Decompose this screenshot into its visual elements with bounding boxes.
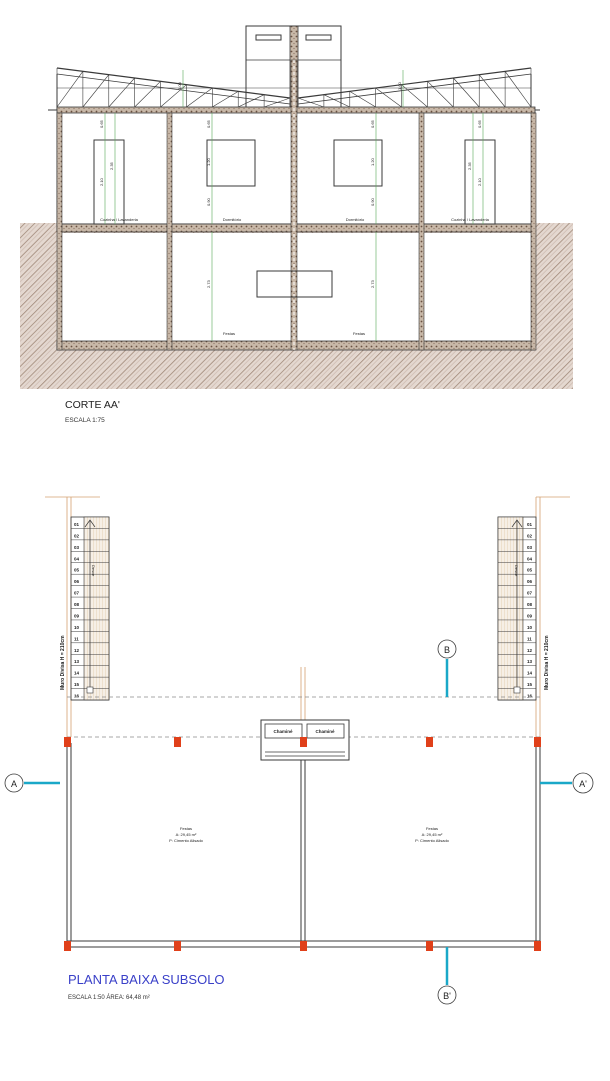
- plan-room-2-name: Festas: [425, 826, 439, 831]
- stair-left-step-number: 01: [74, 521, 80, 527]
- plan-subsolo: [5, 497, 593, 1004]
- stair-left-step-number: 14: [74, 670, 80, 676]
- stair-right-step-number: 03: [527, 544, 533, 550]
- stair-right-step-number: 06: [527, 579, 533, 585]
- dim-top-left-b: 0.65: [206, 120, 211, 128]
- plan-room-1-area: A: 29,45 m²: [175, 832, 197, 837]
- section-corte-aa: [20, 26, 573, 424]
- wall-note-right: Muro Divisa H = 210cm: [544, 635, 550, 690]
- truss-member: [135, 81, 161, 107]
- stair-left-step-number: 05: [74, 567, 80, 573]
- section-title: CORTE AA': [65, 399, 120, 411]
- dim-roof-left: 1.00: [177, 82, 182, 90]
- plan-room-1-name: Festas: [179, 826, 193, 831]
- marker-a-prime-label: A': [579, 779, 587, 789]
- stair-right-step-number: 09: [527, 613, 533, 619]
- truss-member: [479, 75, 505, 107]
- stair-right-step-number: 14: [527, 670, 533, 676]
- stair-right-step-number: 01: [527, 521, 533, 527]
- stair-right-step-number: 15: [527, 682, 533, 688]
- stair-left-step-number: 06: [74, 579, 80, 585]
- truss-member: [427, 81, 453, 107]
- dim-lower-left: 2.73: [206, 280, 211, 288]
- stair-left-step-number: 16: [74, 693, 80, 699]
- dim-lower-right: 2.73: [370, 280, 375, 288]
- stair-right-step-number: 05: [527, 567, 533, 573]
- stair-right-step-number: 08: [527, 602, 533, 607]
- marker-b-prime-label: B': [443, 991, 451, 1001]
- stair-right-step-number: 12: [527, 647, 533, 653]
- marker-a-prime: [573, 773, 593, 793]
- dim-top-right-a: 0.65: [370, 120, 375, 128]
- stair-right-step-number: 16: [527, 693, 533, 699]
- dim-window-right-a: 1.20: [370, 158, 375, 166]
- stair-left-step-number: 09: [74, 613, 80, 619]
- plan-room-2-area: A: 29,45 m²: [421, 832, 443, 837]
- dim-top-right-b: 0.65: [477, 120, 482, 128]
- dim-top-left-a: 0.65: [99, 120, 104, 128]
- wall-note-left: Muro Divisa H = 210cm: [60, 635, 66, 690]
- stair-right: [498, 517, 536, 700]
- plan-room-2-floor: P: Cimento Alisado: [415, 838, 449, 843]
- stair-left-step-number: 02: [74, 533, 80, 539]
- section-room-label-4: Cozinha / Lavanderia: [451, 217, 489, 222]
- stair-right-label: Desce: [514, 565, 519, 577]
- stair-left-step-number: 10: [74, 624, 80, 630]
- marker-b: [438, 640, 456, 658]
- stair-left-step-number: 13: [74, 659, 80, 665]
- dim-door-right-b: 2.10: [477, 178, 482, 186]
- chimney-label-1: Chaminé: [273, 729, 293, 734]
- stair-left-label: Desce: [91, 565, 96, 577]
- marker-a-label: A: [10, 779, 18, 789]
- stair-left-step-number: 15: [74, 682, 80, 688]
- truss-member: [505, 71, 531, 107]
- stair-right-step-number: 13: [527, 659, 533, 665]
- truss-member: [57, 71, 83, 107]
- stair-left-step-number: 04: [74, 556, 80, 562]
- marker-a: [5, 774, 23, 792]
- stair-left: [71, 517, 109, 700]
- truss-member: [83, 75, 109, 107]
- stair-right-step-number: 02: [527, 533, 533, 539]
- truss-member: [350, 91, 376, 107]
- dim-window-left-b: 0.90: [206, 198, 211, 206]
- plan-room-1-floor: P: Cimento Alisado: [169, 838, 203, 843]
- dim-window-right-b: 0.90: [370, 198, 375, 206]
- dim-door-left-a: 2.10: [99, 178, 104, 186]
- section-room-label-3: Dormitório: [345, 217, 365, 222]
- dim-window-left-a: 1.20: [206, 158, 211, 166]
- stair-right-step-number: 04: [527, 556, 533, 562]
- stair-left-step-number: 07: [74, 590, 80, 596]
- section-scale: ESCALA 1:75: [65, 417, 105, 424]
- stair-left-step-number: 12: [74, 647, 80, 653]
- section-lower-label-1: Festas: [222, 331, 236, 336]
- stair-right-step-number: 11: [527, 636, 532, 642]
- plan-columns: [64, 737, 541, 951]
- stair-right-step-number: 10: [527, 624, 533, 630]
- section-room-label-2: Dormitório: [222, 217, 242, 222]
- marker-b-label: B: [443, 645, 451, 655]
- marker-b-prime: [438, 986, 456, 1004]
- stair-left-step-number: 11: [74, 636, 79, 642]
- dim-door-right-a: 2.35: [467, 162, 472, 170]
- chimney-label-2: Chaminé: [315, 729, 335, 734]
- stair-left-step-number: 03: [74, 544, 80, 550]
- plan-title: PLANTA BAIXA SUBSOLO: [68, 972, 225, 987]
- section-lower-label-2: Festas: [352, 331, 366, 336]
- dim-door-left-b: 2.35: [109, 162, 114, 170]
- stair-right-step-number: 07: [527, 590, 533, 596]
- truss-member: [212, 91, 238, 107]
- plan-scale-area: ESCALA 1:50 ÁREA: 64,48 m²: [68, 995, 150, 1001]
- section-room-label-1: Cozinha / Lavanderia: [100, 217, 138, 222]
- stair-left-step-number: 08: [74, 602, 80, 607]
- dim-roof-right: 1.00: [397, 82, 402, 90]
- plan-walls: [67, 743, 540, 947]
